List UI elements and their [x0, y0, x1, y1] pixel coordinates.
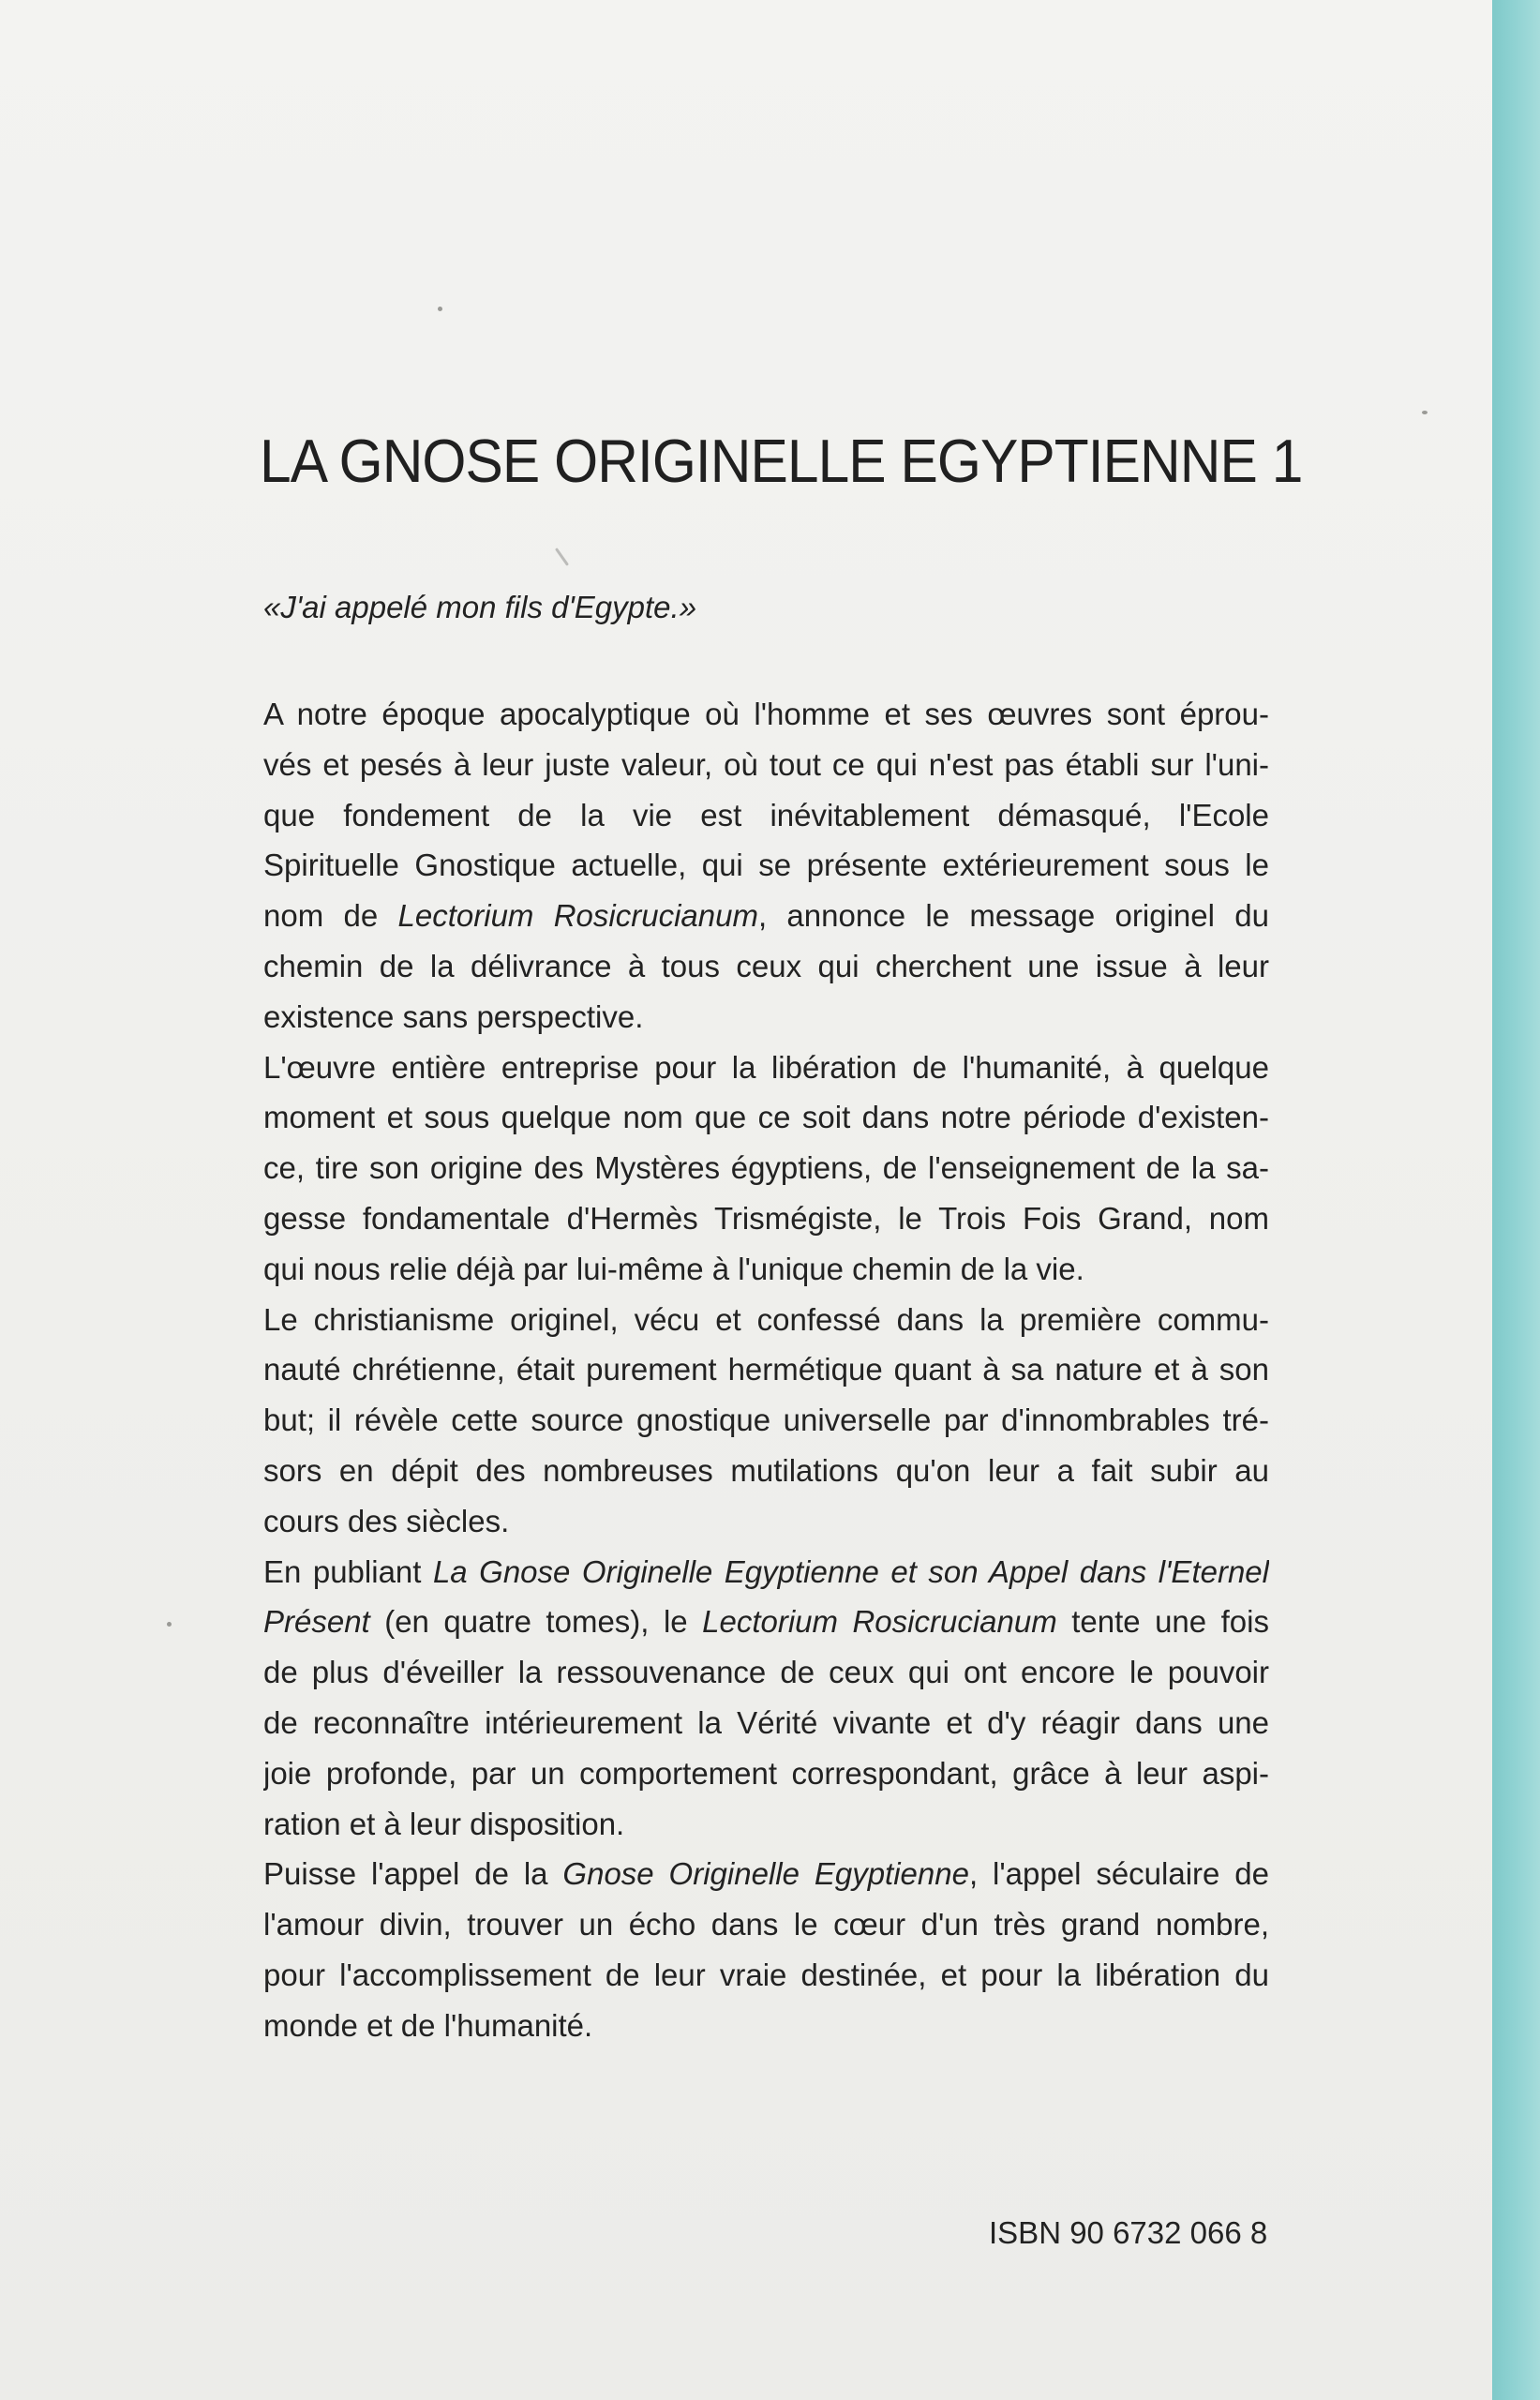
text-line: l'amour divin, trouver un écho dans le cœur d'un très grand nombre,	[263, 1907, 1269, 1942]
text-line: Présent (en quatre tomes), le Lectorium Rosicrucianum tente une fois	[263, 1604, 1269, 1640]
text-line: cours des siècles.	[263, 1503, 510, 1538]
text-line: existence sans perspective.	[263, 998, 644, 1034]
text-line: que fondement de la vie est inévitablement démasqué, l'Ecole	[263, 797, 1269, 832]
paper-speck	[167, 1622, 172, 1627]
book-title: LA GNOSE ORIGINELLE EGYPTIENNE 1	[260, 427, 1303, 495]
text-line: gesse fondamentale d'Hermès Trismégiste, le Trois Fois Grand, nom	[263, 1200, 1269, 1236]
text-line: L'œuvre entière entreprise pour la libération de l'humanité, à quelque	[263, 1049, 1269, 1085]
text-line: ration et à leur disposition.	[263, 1806, 625, 1841]
text-line: de plus d'éveiller la ressouvenance de ceux qui ont encore le pouvoir	[263, 1655, 1269, 1690]
text-line: Spirituelle Gnostique actuelle, qui se présente extérieurement sous le	[263, 848, 1269, 883]
text-line: nauté chrétienne, était purement hermétique quant à sa nature et à son	[263, 1352, 1269, 1388]
spine-edge	[1492, 0, 1540, 2400]
epigraph-quote: «J'ai appelé mon fils d'Egypte.»	[263, 590, 697, 624]
paper-speck	[438, 307, 442, 311]
text-line: de reconnaître intérieurement la Vérité vivante et d'y réagir dans une	[263, 1704, 1269, 1740]
isbn-number: ISBN 90 6732 066 8	[989, 2215, 1268, 2250]
paper-speck	[555, 548, 569, 566]
text-line: En publiant La Gnose Originelle Egyptienne et son Appel dans l'Eternel	[263, 1553, 1269, 1589]
text-line: nom de Lectorium Rosicrucianum, annonce le message originel du	[263, 898, 1269, 934]
blurb-text	[263, 689, 1269, 2051]
text-line: Le christianisme originel, vécu et confessé dans la première commu-	[263, 1301, 1269, 1337]
paper-speck	[1422, 411, 1428, 414]
text-line: chemin de la délivrance à tous ceux qui cherchent une issue à leur	[263, 948, 1269, 983]
text-line: joie profonde, par un comportement correspondant, grâce à leur aspi-	[263, 1755, 1269, 1791]
text-line: pour l'accomplissement de leur vraie destinée, et pour la libération du	[263, 1957, 1269, 1992]
text-line: A notre époque apocalyptique où l'homme et ses œuvres sont éprou-	[263, 697, 1269, 731]
text-line: but; il révèle cette source gnostique universelle par d'innombrables tré-	[263, 1402, 1269, 1438]
text-line: moment et sous quelque nom que ce soit dans notre période d'existen-	[263, 1100, 1269, 1135]
text-line: Puisse l'appel de la Gnose Originelle Egyptienne, l'appel séculaire de	[263, 1856, 1269, 1892]
text-line: monde et de l'humanité.	[263, 2007, 593, 2043]
text-line: qui nous relie déjà par lui-même à l'unique chemin de la vie.	[263, 1251, 1084, 1286]
text-line: vés et pesés à leur juste valeur, où tout ce qui n'est pas établi sur l'uni-	[263, 746, 1269, 782]
text-line: sors en dépit des nombreuses mutilations qu'on leur a fait subir au	[263, 1452, 1269, 1488]
text-line: ce, tire son origine des Mystères égyptiens, de l'enseignement de la sa-	[263, 1150, 1269, 1186]
